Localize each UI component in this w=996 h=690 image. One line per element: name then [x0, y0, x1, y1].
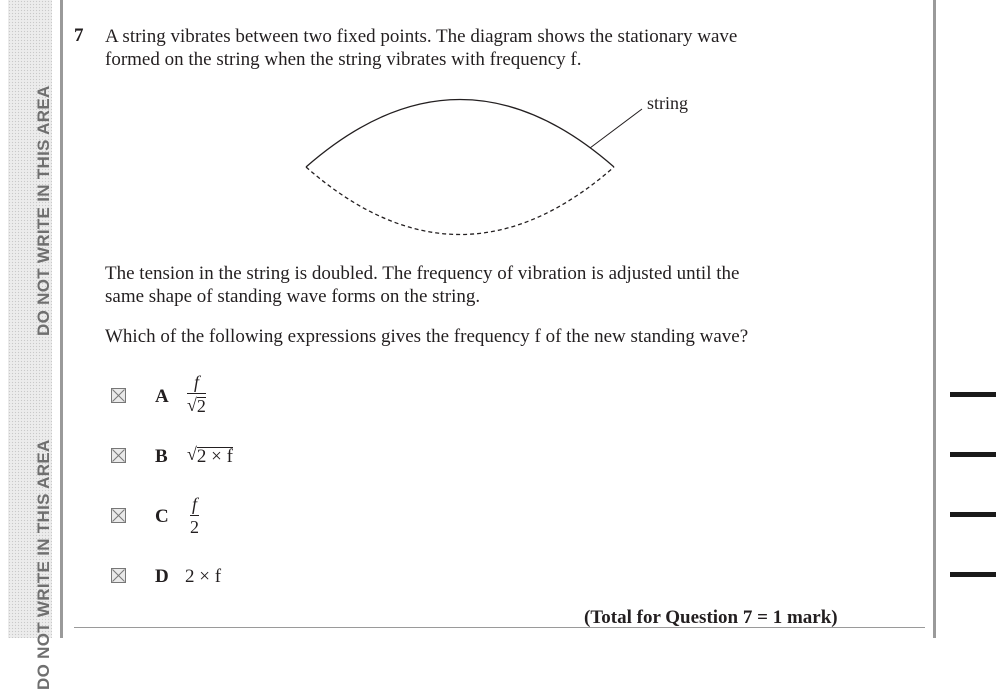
margin-tick: [950, 512, 996, 517]
question-stem: [105, 25, 737, 71]
option-c-letter: C: [155, 506, 169, 527]
string-label: string: [647, 95, 689, 113]
option-c-expression: [190, 494, 199, 537]
margin-tick: [950, 452, 996, 457]
sqrt-icon: √: [187, 395, 197, 415]
sqrt-icon: √: [187, 444, 197, 464]
margin-tick: [950, 392, 996, 397]
wave-dashed-curve: [306, 167, 614, 235]
question-number: 7: [74, 25, 84, 46]
option-b-letter: B: [155, 446, 168, 467]
fraction-bar: [187, 393, 206, 394]
option-b-checkbox[interactable]: [111, 448, 126, 463]
question-total: (Total for Question 7 = 1 mark): [584, 607, 838, 628]
wave-solid-curve: [306, 100, 614, 168]
margin-warning-bottom: DO NOT WRITE IN THIS AREA: [34, 439, 53, 690]
right-border-line: [933, 0, 936, 638]
margin-tick: [950, 572, 996, 577]
option-d-expression: 2 × f: [185, 566, 222, 587]
question-prompt: Which of the following expressions gives the frequency f of the new standing wave?: [105, 326, 749, 347]
option-b-expression: √ 2 × f: [187, 444, 233, 467]
option-a-expression: [187, 372, 206, 415]
option-a-letter: A: [155, 386, 169, 407]
standing-wave-diagram: [300, 95, 700, 240]
option-a-checkbox[interactable]: [111, 388, 126, 403]
option-d-letter: D: [155, 566, 169, 587]
left-border-line: [60, 0, 63, 638]
margin-warning-top: DO NOT WRITE IN THIS AREA: [34, 85, 53, 336]
option-a-numerator: f: [193, 372, 199, 392]
question-info: [105, 262, 739, 308]
info-line: The tension in the string is doubled. The frequency of vibration is adjusted until the: [105, 263, 740, 284]
option-c-checkbox[interactable]: [111, 508, 126, 523]
option-c-numerator: f: [191, 494, 197, 514]
option-d-checkbox[interactable]: [111, 568, 126, 583]
info-line: same shape of standing wave forms on the string.: [105, 286, 481, 307]
stem-line: formed on the string when the string vibrates with frequency f.: [105, 49, 582, 70]
label-leader-line: [590, 109, 642, 148]
option-c-denominator: 2: [190, 517, 199, 537]
fraction-bar: [190, 515, 199, 516]
option-a-denominator: √ 2: [187, 395, 206, 416]
stem-line: A string vibrates between two fixed points. The diagram shows the stationary wave: [105, 26, 738, 47]
